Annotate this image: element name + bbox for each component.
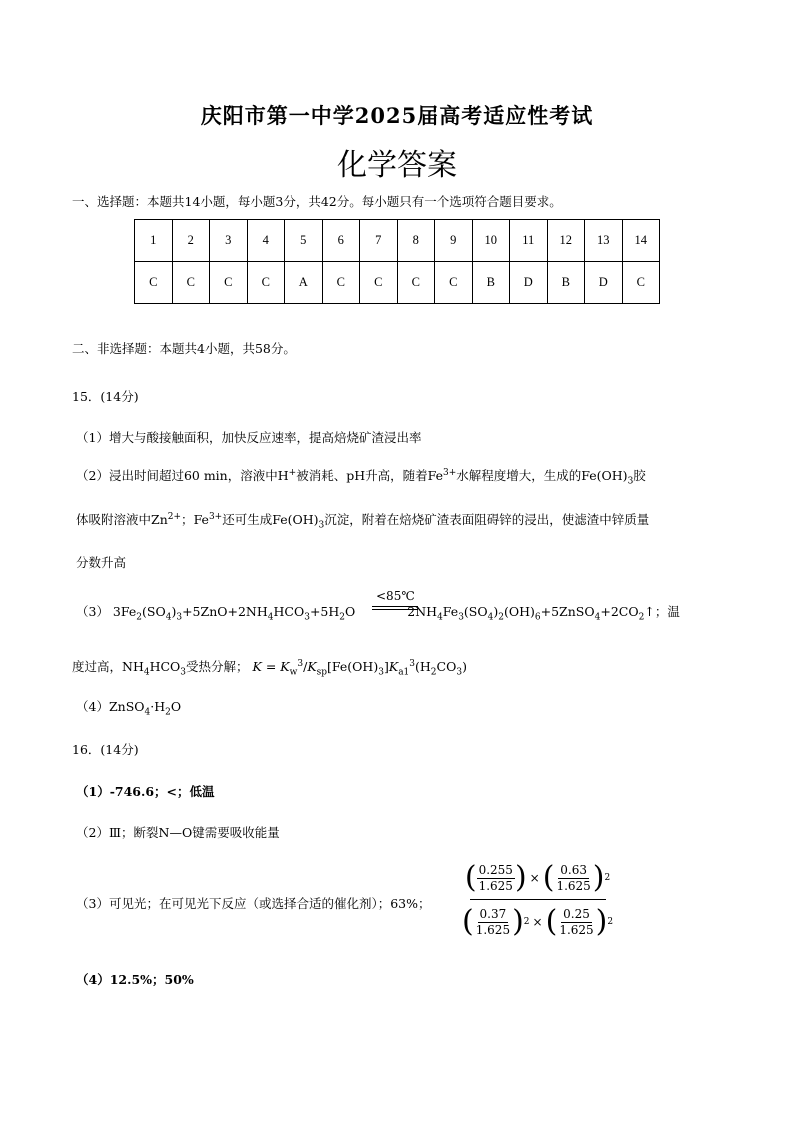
answer-cell: C (622, 262, 660, 304)
q15-part2-line1: （2）浸出时间超过60 min，溶液中H+被消耗、pH升高，随着$Fe^{3+}$水解程度增大，生成的$Fe(OH)_3$胶 (76, 467, 646, 487)
answer-cell: B (472, 262, 510, 304)
question-number: 5 (285, 220, 323, 262)
question-number: 1 (135, 220, 173, 262)
answer-cell: C (360, 262, 398, 304)
fraction-denominator: ( $\frac{0.37}{1.625}$ ) 2 × ( $\frac{0.25}{1.625}$ ) 2 (462, 904, 614, 939)
q16-part1: （1）-746.6；<；低温 (76, 784, 215, 799)
question-number: 3 (210, 220, 248, 262)
section2-heading: 二、非选择题：本题共4小题，共58分。 (72, 341, 296, 356)
answer-cell: D (585, 262, 623, 304)
question-number: 11 (510, 220, 548, 262)
answer-table-number-row (135, 220, 660, 262)
answer-table-answer-row (135, 262, 660, 304)
page-subtitle: 化学答案 (337, 148, 457, 183)
q15-part3-line2: 度过高，$NH_4HCO_3$受热分解； $K = K_w^3/K_{sp}[Fe(OH)_3]K_{a1}^3(H_2CO_3)$ (72, 658, 467, 678)
question-number: 14 (622, 220, 660, 262)
question-number: 4 (247, 220, 285, 262)
q16-part4: （4）12.5%；50% (76, 972, 194, 987)
answer-cell: C (397, 262, 435, 304)
answer-table (134, 219, 660, 304)
answer-cell: C (135, 262, 173, 304)
question-number: 12 (547, 220, 585, 262)
answer-cell: C (322, 262, 360, 304)
question-number: 7 (360, 220, 398, 262)
q16-part3: （3）可见光；在可见光下反应（或选择合适的催化剂）；63%； (76, 896, 431, 911)
q16-header: 16．(14分) (72, 742, 139, 757)
q15-part2-line3: 分数升高 (76, 555, 127, 570)
question-number: 13 (585, 220, 623, 262)
question-number: 8 (397, 220, 435, 262)
page-title: 庆阳市第一中学2025届高考适应性考试 (200, 103, 594, 128)
answer-cell: C (435, 262, 473, 304)
answer-cell: D (510, 262, 548, 304)
question-number: 6 (322, 220, 360, 262)
section1-heading: 一、选择题：本题共14小题，每小题3分，共42分。每小题只有一个选项符合题目要求。 (72, 194, 562, 209)
answer-cell: C (172, 262, 210, 304)
q16-part2: （2）Ⅲ；断裂N—O键需要吸收能量 (76, 825, 280, 840)
equilibrium-constant-fraction (462, 857, 613, 944)
q15-part3-equation: （3） $3Fe_2(SO_4)_3+5ZnO+2NH_4HCO_3+5H_2O$ $2NH_4Fe_3(SO_4)_2(OH)_6+5ZnSO_4+2CO_2↑$；温 (76, 604, 680, 623)
question-number: 2 (172, 220, 210, 262)
q15-header: 15．(14分) (72, 389, 139, 404)
q15-part1: （1）增大与酸接触面积，加快反应速率，提高焙烧矿渣浸出率 (76, 430, 422, 445)
q15-part4: $(4)ZnSO_4\cdot H_2O$ (76, 699, 182, 718)
question-number: 10 (472, 220, 510, 262)
answer-cell: C (247, 262, 285, 304)
equals-arrow (372, 606, 418, 610)
question-number: 9 (435, 220, 473, 262)
answer-cell: C (210, 262, 248, 304)
answer-cell: B (547, 262, 585, 304)
answer-cell: A (285, 262, 323, 304)
q15-part2-line2: 体吸附溶液中$Zn^{2+}$；$Fe^{3+}$还可生成$Fe(OH)_3$沉淀，附着在焙烧矿渣表面阻碍锌的浸出，使滤渣中锌质量 (76, 511, 650, 531)
fraction-numerator: ( $\frac{0.255}{1.625}$ ) × ( $\frac{0.63}{1.625}$ ) 2 (464, 860, 611, 895)
reaction-condition: <85℃ (376, 589, 415, 603)
